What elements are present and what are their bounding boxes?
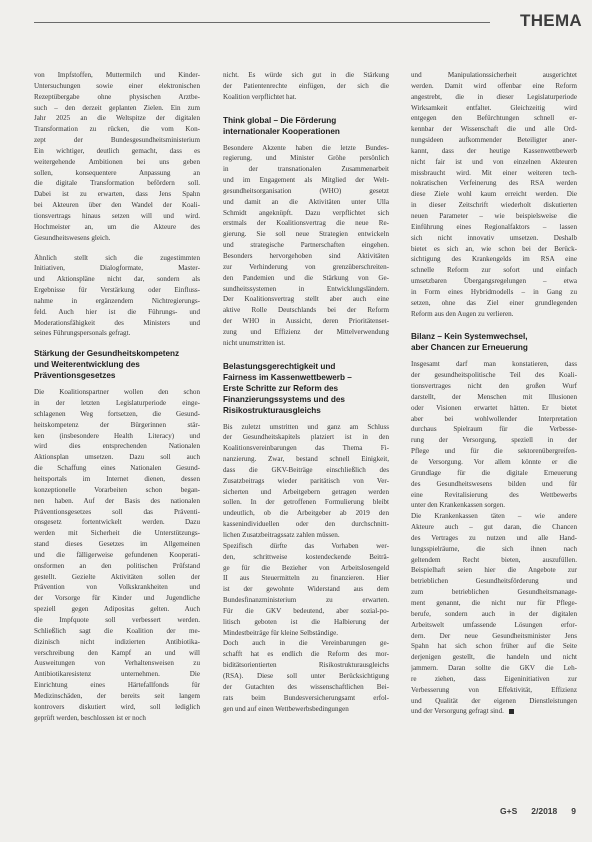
text-line: gestellt. Gezielte Aktivitäten sollen der <box>34 572 200 581</box>
text-line: werden. Damit wird offenbar eine Reform <box>411 81 577 90</box>
paragraph <box>411 359 577 511</box>
text-line: schafft hat es endlich die Reform des mor- <box>223 650 389 659</box>
text-line: kennbar der Wissenschaft die und alle Ord- <box>411 125 577 134</box>
text-line: umsetzbaren Übergangsregelungen – etwa <box>411 277 577 286</box>
text-line: setzen, ohne das Ziel einer grundlegenden <box>411 298 577 307</box>
text-line: Pflege und für die sektorenübergreifen- <box>411 447 577 456</box>
text-line: seines Führungspersonals gefragt. <box>34 329 131 338</box>
text-line: Prävention von Volkskrankheiten und <box>34 583 200 592</box>
text-line: sich nicht innovativ umsetzen. Deshalb <box>411 233 577 242</box>
paragraph <box>34 387 200 723</box>
text-line: schnelle Reform zur sofort und einfach <box>411 266 577 275</box>
text-line: feld. Auch hier ist die Führungs- und <box>34 307 200 316</box>
text-line: nicht unumstritten ist. <box>223 338 286 347</box>
text-line: durchaus Spielraum für die Verbesse- <box>411 425 577 434</box>
text-line: kannt, dass der heutige Kassenwettbewerb <box>411 146 577 155</box>
text-line: angestrebt, die in dieser Legislaturperiode <box>411 92 577 101</box>
text-line: Koalition verpflichtet hat. <box>223 92 297 101</box>
heading-line: und Weiterentwicklung des <box>34 360 140 370</box>
text-line: onsgesetz fortentwickelt werden. Dazu <box>34 518 200 527</box>
section-label: THEMA <box>520 11 582 30</box>
text-line: Dabei ist zu erwarten, dass Jens Spahn <box>34 190 200 199</box>
paragraph <box>411 70 577 319</box>
text-line: sollen. In der getroffenen Formulierung bleibt <box>223 498 389 507</box>
text-line: heitskompetenz der Bürgerinnen stär- <box>34 420 200 429</box>
text-line: rats beim Bundesversicherungsamt erfol- <box>223 693 389 702</box>
text-line: der Patientenrechte einfügen, der sich die <box>223 81 389 90</box>
text-line: zung und Effizienz der Mittelverwendung <box>223 327 389 336</box>
text-line: die digitale Transformation befördern soll. <box>34 179 200 188</box>
paragraph <box>34 70 200 244</box>
text-line: Besondere Akzente haben die letzte Bundes- <box>223 143 389 152</box>
text-line: zum betrieblichen Gesundheitsmanage- <box>411 588 577 597</box>
text-line: ment genannt, die nicht nur für Pflege- <box>411 598 577 607</box>
text-line: Mindestbeiträge für kleine Selbständige. <box>223 628 339 637</box>
paragraph <box>34 253 200 340</box>
text-line: Antibiotikaresistenz unternehmen. Die <box>34 670 200 679</box>
text-line: Ein wichtiger, deutlich gemacht, dass es <box>34 146 200 155</box>
text-line: biditätsorientierten Risikostrukturausgleichs <box>223 661 389 670</box>
text-line: Transformation zu rücken, die vom Kon- <box>34 125 200 134</box>
end-of-article-mark <box>509 709 514 714</box>
text-line: der gesundheitspolitische Teil des Koali- <box>411 371 577 380</box>
text-line: der Gesundheitskapitels platziert ist in den <box>223 433 389 442</box>
text-line: nokratischen Verfeinerung des RSA werden <box>411 179 577 188</box>
text-line: gierung. Sie soll neue Strategien entwickeln <box>223 230 389 239</box>
text-line: dass die GKV-Beiträge einschließlich des <box>223 465 389 474</box>
text-line: Präventionsgesetzes soll das Präventi- <box>34 507 200 516</box>
text-line: und strategische Partnerschaften eingehen. <box>223 241 389 250</box>
text-line: lungsspielräume, die sich ihnen nach <box>411 544 577 553</box>
section-heading <box>34 348 200 381</box>
text-line: den, schrittweise kostendeckende Beiträ- <box>223 552 389 561</box>
text-line: die Impfquote soll verbessert werden. <box>34 615 200 624</box>
text-line: Zusatzbeitrags wieder paritätisch von Ver- <box>223 476 389 485</box>
section-heading <box>411 331 577 353</box>
text-line: missbraucht wird. Mit einer weiteren tech- <box>411 168 577 177</box>
text-line: bietet es sich an, wie schon bei der Berück- <box>411 244 577 253</box>
text-line: (RSA). Diese soll unter Berücksichtigung <box>223 671 389 680</box>
page-footer <box>486 806 576 816</box>
text-line: II aus Steuermitteln zu finanzieren. Hier <box>223 574 389 583</box>
text-line: und Aktionspläne nicht dar, sondern als <box>34 275 200 284</box>
text-line: sollen, konsequentere Anpassung an <box>34 168 200 177</box>
text-line: derjenigen gestellt, die handeln und nicht <box>411 653 577 662</box>
text-line: nahme in ergänzendem Nichtregierungs- <box>34 296 200 305</box>
text-line: Rezeptübergabe ohne physischen Arztbe- <box>34 92 200 101</box>
text-line: des Vertrages zu nutzen und alle Hand- <box>411 533 577 542</box>
text-line: Bis zuletzt umstritten und ganz am Schluss <box>223 422 389 431</box>
section-heading <box>223 115 389 137</box>
text-line: Für die GKV bedeutend, aber sozial-po- <box>223 606 389 615</box>
text-line: tionsvertrags hinaus setzen will und wird. <box>34 211 200 220</box>
issue-number: 2/2018 <box>531 806 558 816</box>
text-line: des Gesundheitswesens bilden und für <box>411 479 577 488</box>
text-line: weitergehende Ambitionen bei uns geben <box>34 157 200 166</box>
paragraph <box>411 511 577 717</box>
text-line: stand dieses Gesetzes im Allgemeinen <box>34 540 200 549</box>
text-line: nicht. Es würde sich gut in die Stärkung <box>223 71 389 79</box>
text-line: Insgesamt darf man konstatieren, dass <box>411 360 577 369</box>
text-line: Besonders hervorgehoben sind Aktivitäten <box>223 251 389 260</box>
text-line: die Schaffung eines Nationalen Gesund- <box>34 464 200 473</box>
text-line: sicherten und Arbeitgebern getragen werden <box>223 487 389 496</box>
text-line: konzeptionelle Vorarbeiten schon began- <box>34 485 200 494</box>
text-line: Verbesserung von Effektivität, Effizienz <box>411 685 577 694</box>
text-line: Beispielhaft seien hier die Angebote zur <box>411 566 577 575</box>
text-line: ge für die Bezieher von Arbeitslosengeld <box>223 563 389 572</box>
text-line: dizinisch nicht indizierten Antibiotika- <box>34 637 200 646</box>
journal-name: G+S <box>500 806 518 816</box>
text-line: Grundlage für die digitale Erneuerung <box>411 468 577 477</box>
text-line: den Pandemien und die Stärkung von Ge- <box>223 273 389 282</box>
page-number: 9 <box>571 806 576 816</box>
text-line: Ergebnisse für Verstärkung oder Einfluss- <box>34 286 200 295</box>
text-line: tionsvertrages nicht den großen Wurf <box>411 382 577 391</box>
text-line: such – den derzeit geplanten Zielen. Ein zum <box>34 103 200 112</box>
text-line: litisch geboten ist die Halbierung der <box>223 617 389 626</box>
heading-line: Stärkung der Gesundheitskompetenz <box>34 349 180 359</box>
text-line: lichen Zusatzbeitragssatz zahlen müssen. <box>223 531 340 539</box>
heading-line: Think global – Die Förderung <box>223 115 337 125</box>
text-line: ist der gewohnte Widerstand aus dem <box>223 585 389 594</box>
text-line: aktive Rolle Deutschlands bei der Reform <box>223 306 389 315</box>
column-middle <box>223 70 389 714</box>
paragraph <box>223 541 389 639</box>
text-line: sundheitssystemen in Entwicklungsländern. <box>223 284 389 293</box>
text-line: re ziehen, dass Eigeninitiativen zur <box>411 674 577 683</box>
text-line: oder Visionen erwartet hätten. Er bietet <box>411 403 577 412</box>
text-line: und Manipulationssicherheit ausgerichtet <box>411 71 577 79</box>
text-line: nen haben. Auf der Basis des nationalen <box>34 496 200 505</box>
heading-line: Fairness im Kassenwettbewerb – <box>223 372 352 382</box>
section-heading <box>223 361 389 416</box>
text-line: Medizinschäden, der bereits seit langem <box>34 691 200 700</box>
text-line: Schließlich sagt die Koalition der me- <box>34 626 200 635</box>
text-line: Ausweitungen von Verhaltensweisen zu <box>34 659 200 668</box>
text-line: Moderationsfähigkeit des Ministers und <box>34 318 200 327</box>
text-line: Akteure auch – gut daran, die Chancen <box>411 523 577 532</box>
text-line: Aktionsplan umsetzen. Dazu soll auch <box>34 453 200 462</box>
text-line: in der transnationalen Zusammenarbeit <box>223 165 389 174</box>
text-line: onsformen an den politischen Prüfstand <box>34 561 200 570</box>
text-line: werden mit Sicherheit die Unterstützungs- <box>34 529 200 538</box>
text-line: Spezifisch dürfte das Vorhaben wer- <box>223 541 389 550</box>
text-line: kontrovers diskutiert wird, soll lediglich <box>34 702 200 711</box>
text-line: der WHO in Aussicht, deren Prioritätenset- <box>223 317 389 326</box>
heading-line: Erste Schritte zur Reform des <box>223 383 339 393</box>
text-line: und im Engagement als Mitglied der Welt- <box>223 176 389 185</box>
text-line: geprüft werden, beschlossen ist er noch <box>34 713 146 722</box>
text-line: und damit an die Aktivitäten unter Ulla <box>223 197 389 206</box>
text-line: Koalitionsvereinbarungen das Thema Fi- <box>223 444 389 453</box>
text-line: zur Verhinderung von grenzüberschreiten- <box>223 262 389 271</box>
text-line: gesundheitsorganisation (WHO) gesetzt <box>223 186 389 195</box>
text-line: Wirksamkeit entfaltet. Gleichzeitig wird <box>411 103 577 112</box>
text-line: nicht fair ist und von einzelnen Akteuren <box>411 157 577 166</box>
text-line: der Vorsorge für Kinder und Jugendliche <box>34 594 200 603</box>
text-line: und der Versorgung gefragt sind. <box>411 706 577 717</box>
text-line: rung der Versorgung, speziell in der <box>411 436 577 445</box>
text-line: der Gutachten des wissenschaftlichen Bei- <box>223 682 389 691</box>
text-line: darstellt, der Menschen mit Illusionen <box>411 392 577 401</box>
text-line: gen und auf einen Wettbewerbsbedingungen <box>223 704 349 713</box>
text-line: geltendem Recht bieten, auszufüllen. <box>411 555 577 564</box>
text-line: Schmidt angeknüpft. Dazu verpflichtet sich <box>223 208 389 217</box>
text-line: in dieser Zeitschrift wiederholt diskutierten <box>411 201 577 210</box>
header-rule <box>34 22 490 23</box>
text-line: Gesundheitswesens gleich. <box>34 233 111 242</box>
column-right <box>411 70 577 717</box>
paragraph <box>223 70 389 103</box>
heading-line: Präventionsgesetzes <box>34 371 116 381</box>
text-line: und die fälligerweise gefundenen Kooperati- <box>34 550 200 559</box>
text-line: schlagenen Weg fortsetzen, die Gesund- <box>34 409 200 418</box>
text-line: Einrichtung eines Härtefallfonds für <box>34 681 200 690</box>
text-line: und Qualität der eigenen Dienstleistungen <box>411 696 577 705</box>
paragraph <box>223 422 389 541</box>
text-line: Reform aus den Augen zu verlieren. <box>411 309 514 318</box>
text-line: eine Revitalisierung des Wettbewerbs <box>411 490 577 499</box>
text-line: nanzierung. Zwar, bestand schnell Einigkeit, <box>223 455 389 464</box>
heading-line: Finanzierungssystems und des <box>223 394 345 404</box>
text-line: ken (insbesondere Health Literacy) und <box>34 431 200 440</box>
text-line: Der Koalitionsvertrag stellt aber auch eine <box>223 295 389 304</box>
text-line: undeutlich, ob die Arbeitgeber ab 2019 den <box>223 509 389 518</box>
text-line: zept der Bundesgesundheitsministerium <box>34 136 200 145</box>
text-line: Einführung eines Regionalfaktors – lassen <box>411 222 577 231</box>
text-line: entgegen den Befürchtungen schnell er- <box>411 114 577 123</box>
text-line: Initiativen, Dialogformate, Master- <box>34 264 200 273</box>
heading-line: aber Chancen zur Erneuerung <box>411 343 528 353</box>
text-line: erstmals der Koalitionsvertrag die neue Re- <box>223 219 389 228</box>
text-line: aber bei wohlwollender Interpretation <box>411 414 577 423</box>
text-line: sichtigung des Krankengelds im RSA eine <box>411 255 577 264</box>
text-line: nungsideen aufkommender Beteiligter aner- <box>411 136 577 145</box>
column-left <box>34 70 200 723</box>
text-line: wird dies entsprechenden Nationalen <box>34 442 200 451</box>
text-line: Die Krankenkassen täten – wie andere <box>411 512 577 521</box>
text-line: von Impfstoffen, Muttermilch und Kinder- <box>34 71 200 79</box>
text-line: speziell gegen Adipositas gelten. Auch <box>34 605 200 614</box>
text-line: Die Koalitionspartner wollen den schon <box>34 388 200 397</box>
text-line: heitsportals im Internet dienen, dessen <box>34 475 200 483</box>
text-line: verschreibung den Kampf an und will <box>34 648 200 657</box>
text-line: Untersuchungen sowie einer elektronischen <box>34 81 200 90</box>
text-line: dern. Der neue Gesundheitsminister Jens <box>411 631 577 640</box>
text-line: berufe, sondern auch in der digitalen <box>411 609 577 618</box>
heading-line: Bilanz – Kein Systemwechsel, <box>411 332 528 342</box>
text-line: Jahr 2025 an die Weltspitze der digitalen <box>34 114 200 123</box>
text-line: in Form eines Hybridmodells – in Gang zu <box>411 287 577 296</box>
text-line: Bundesfinanzministerium zu erwarten. <box>223 596 389 605</box>
heading-line: Belastungsgerechtigkeit und <box>223 361 336 371</box>
text-line: de Versorgung. Vor allem könnte er die <box>411 458 577 466</box>
text-line: kassenindividuellen oder den durchschnitt- <box>223 520 389 529</box>
text-line: Ähnlich stellt sich die zugestimmten <box>34 253 200 262</box>
text-line: unter den Krankenkassen sorgen. <box>411 501 506 510</box>
text-line: Arbeitswelt umfassende Lösungen erfor- <box>411 620 577 629</box>
paragraph <box>223 143 389 349</box>
text-line: betrieblichen Gesundheitsförderung und <box>411 577 577 586</box>
text-line: regierung, und Minister Gröhe persönlich <box>223 154 389 163</box>
text-line: Hochmeister an, um die Akteure des <box>34 222 200 231</box>
text-line: Doch auch in die Vereinbarungen ge- <box>223 639 389 648</box>
text-line: in der letzten Legislaturperiode einge- <box>34 399 200 408</box>
heading-line: internationaler Kooperationen <box>223 126 340 136</box>
text-line: Spahn hat sich schon früher auf die Seite <box>411 642 577 651</box>
text-line: bei Akteuren über den Wandel der Koali- <box>34 201 200 210</box>
text-line: neuen Parameter – wie beispielsweise die <box>411 211 577 220</box>
text-line: diese Ziele wohl kaum erreicht werden. Die <box>411 190 577 199</box>
heading-line: Risikostrukturausgleichs <box>223 405 321 415</box>
text-line: jammern. Daran sollte die GKV die Leh- <box>411 664 577 673</box>
paragraph <box>223 638 389 714</box>
